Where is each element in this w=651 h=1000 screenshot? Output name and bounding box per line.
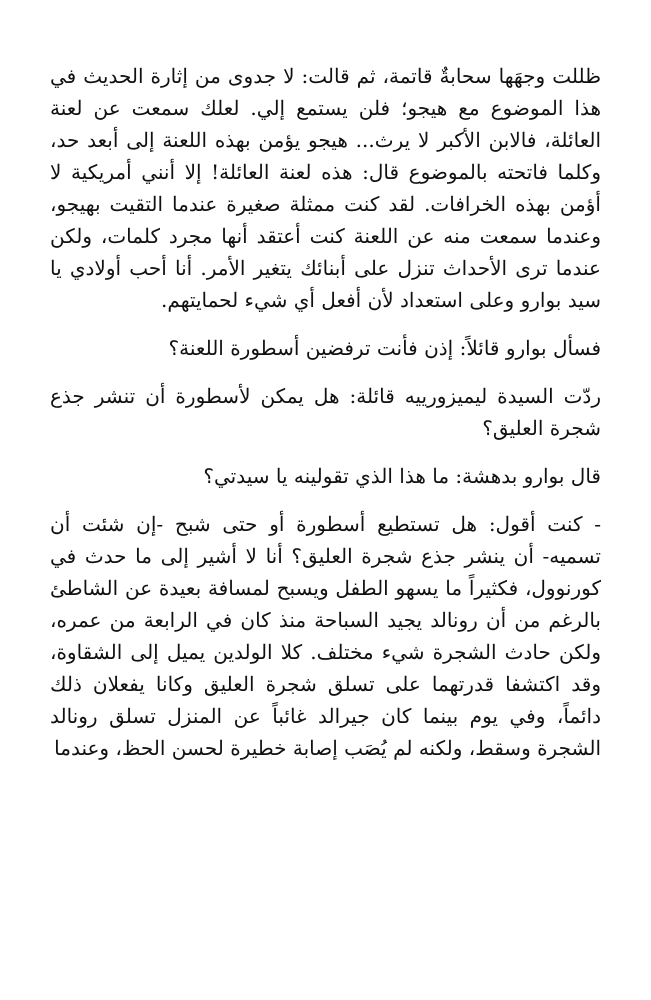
paragraph-tree-story: - كنت أقول: هل تستطيع أسطورة أو حتى شبح -إن شئت أن تسميه- أن ينشر جذع شجرة العليق؟ أنا لا أشير إلى ما حدث في كورنوول، فكثيراً ما يسهو الطفل ويسبح لمسافة بعيدة عن الشاطئ بالرغم من أن رونالد يجيد السباحة منذ كان في الرابعة من عمره، ولكن حادث الشجرة شيء مختلف. كلا الولدين يميل إلى الشقاوة، وقد اكتشفا قدرتهما على تسلق شجرة العليق وكانا يفعلان ذلك دائماً، وفي يوم بينما كان جيرالد غائباً عن المنزل تسلق رونالد الشجرة وسقط، ولكنه لم يُصَب إصابة خطيرة لحسن الحظ، وعندما <box>50 512 602 760</box>
paragraph-poirot-question: فسأل بوارو قائلاً: إذن فأنت ترفضين أسطورة اللعنة؟ <box>168 336 601 360</box>
paragraph-poirot-surprise: قال بوارو بدهشة: ما هذا الذي تقولينه يا سيدتي؟ <box>203 464 601 488</box>
paragraph-curse: ظللت وجهَها سحابةٌ قاتمة، ثم قالت: لا جدوى من إثارة الحديث في هذا الموضوع مع هيجو؛ فلن يستمع إلي. لعلك سمعت عن لعنة العائلة، فالابن الأكبر لا يرث... هيجو يؤمن بهذه اللعنة إلى أبعد حد، وكلما فاتحته بالموضوع قال: هذه لعنة العائلة! إلا أنني أمريكية لا أؤمن بهذه الخرافات. لقد كنت ممثلة صغيرة عندما التقيت بهيجو، وعندما سمعت منه عن اللعنة كنت أعتقد أنها مجرد كلمات، ولكن عندما ترى الأحداث تنزل على أبنائك يتغير الأمر. أنا أحب أولادي يا سيد بوارو وعلى استعداد لأن أفعل أي شيء لحمايتهم. <box>50 64 601 312</box>
paragraph-lady-reply: ردّت السيدة ليميزورييه قائلة: هل يمكن لأسطورة أن تنشر جذع شجرة العليق؟ <box>50 384 601 440</box>
